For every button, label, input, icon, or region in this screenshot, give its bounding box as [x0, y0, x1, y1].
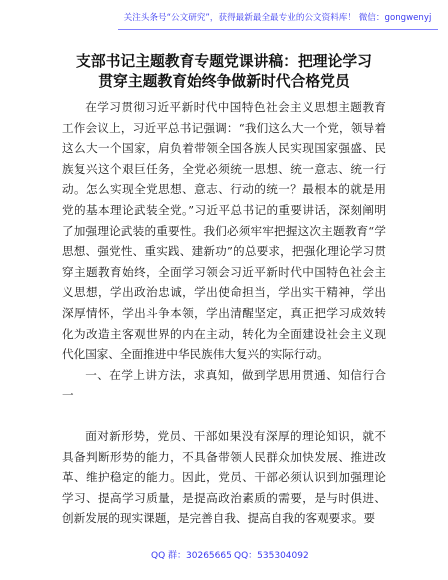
footer-qq-group: QQ 群：30265665 — [151, 551, 232, 561]
footer-qq: QQ：535304092 — [234, 551, 309, 561]
body-paragraph: 在学习贯彻习近平新时代中国特色社会主义思想主题教育工作会议上，习近平总书记强调：“我们这么大一个党，领导着这么大一个国家，肩负着带领全国各族人民实现国家强盛、民族复兴这个艰巨任务，全党必须统一思想、统一意志、统一行动。怎么实现全党思想、意志、行动的统一？最根本的就是用党的基本理论武装全党。”习近平总书记的重要讲话，深刻阐明了加强理论武装的重要性。我们必须牢牢把握这次主题教育“学思想、强党性、重实践、建新功”的总要求，把强化理论学习贯穿主题教育始终，全面学习领会习近平新时代中国特色社会主义思想，学出政治忠诚，学出使命担当，学出实干精神，学出深厚情怀，学出斗争本领，学出清醒坚定，真正把学习成效转化为改造主客观世界的内在主动，转化为全面建设社会主义现代化国家、全面推进中华民族伟大复兴的实际行动。 — [62, 100, 386, 362]
document-title-line-1: 支部书记主题教育专题党课讲稿：把理论学习 — [76, 53, 372, 70]
section-heading: 一、在学上讲方法，求真知，做到学思用贯通、知信行合一 — [62, 367, 386, 403]
document-body — [62, 97, 386, 537]
header-promo-note: 关注头条号“公文研究”，获得最新最全最专业的公文资料库！ 微信：gongwenyj — [123, 13, 432, 23]
body-paragraph: 面对新形势，党员、干部如果没有深厚的理论知识，就不具备判断形势的能力，不具备带领人民群众加快发展、推进改革、维护稳定的能力。因此，党员、干部必须认识到加强理论学习、提高学习质量，是提高政治素质的需要，是与时俱进、创新发展的现实课题，是完善自我、提高自我的客观要求。要 — [62, 428, 386, 526]
document-title-line-2: 贯穿主题教育始终争做新时代合格党员 — [98, 73, 350, 90]
footer-contact — [0, 547, 448, 565]
header-divider — [118, 29, 438, 30]
